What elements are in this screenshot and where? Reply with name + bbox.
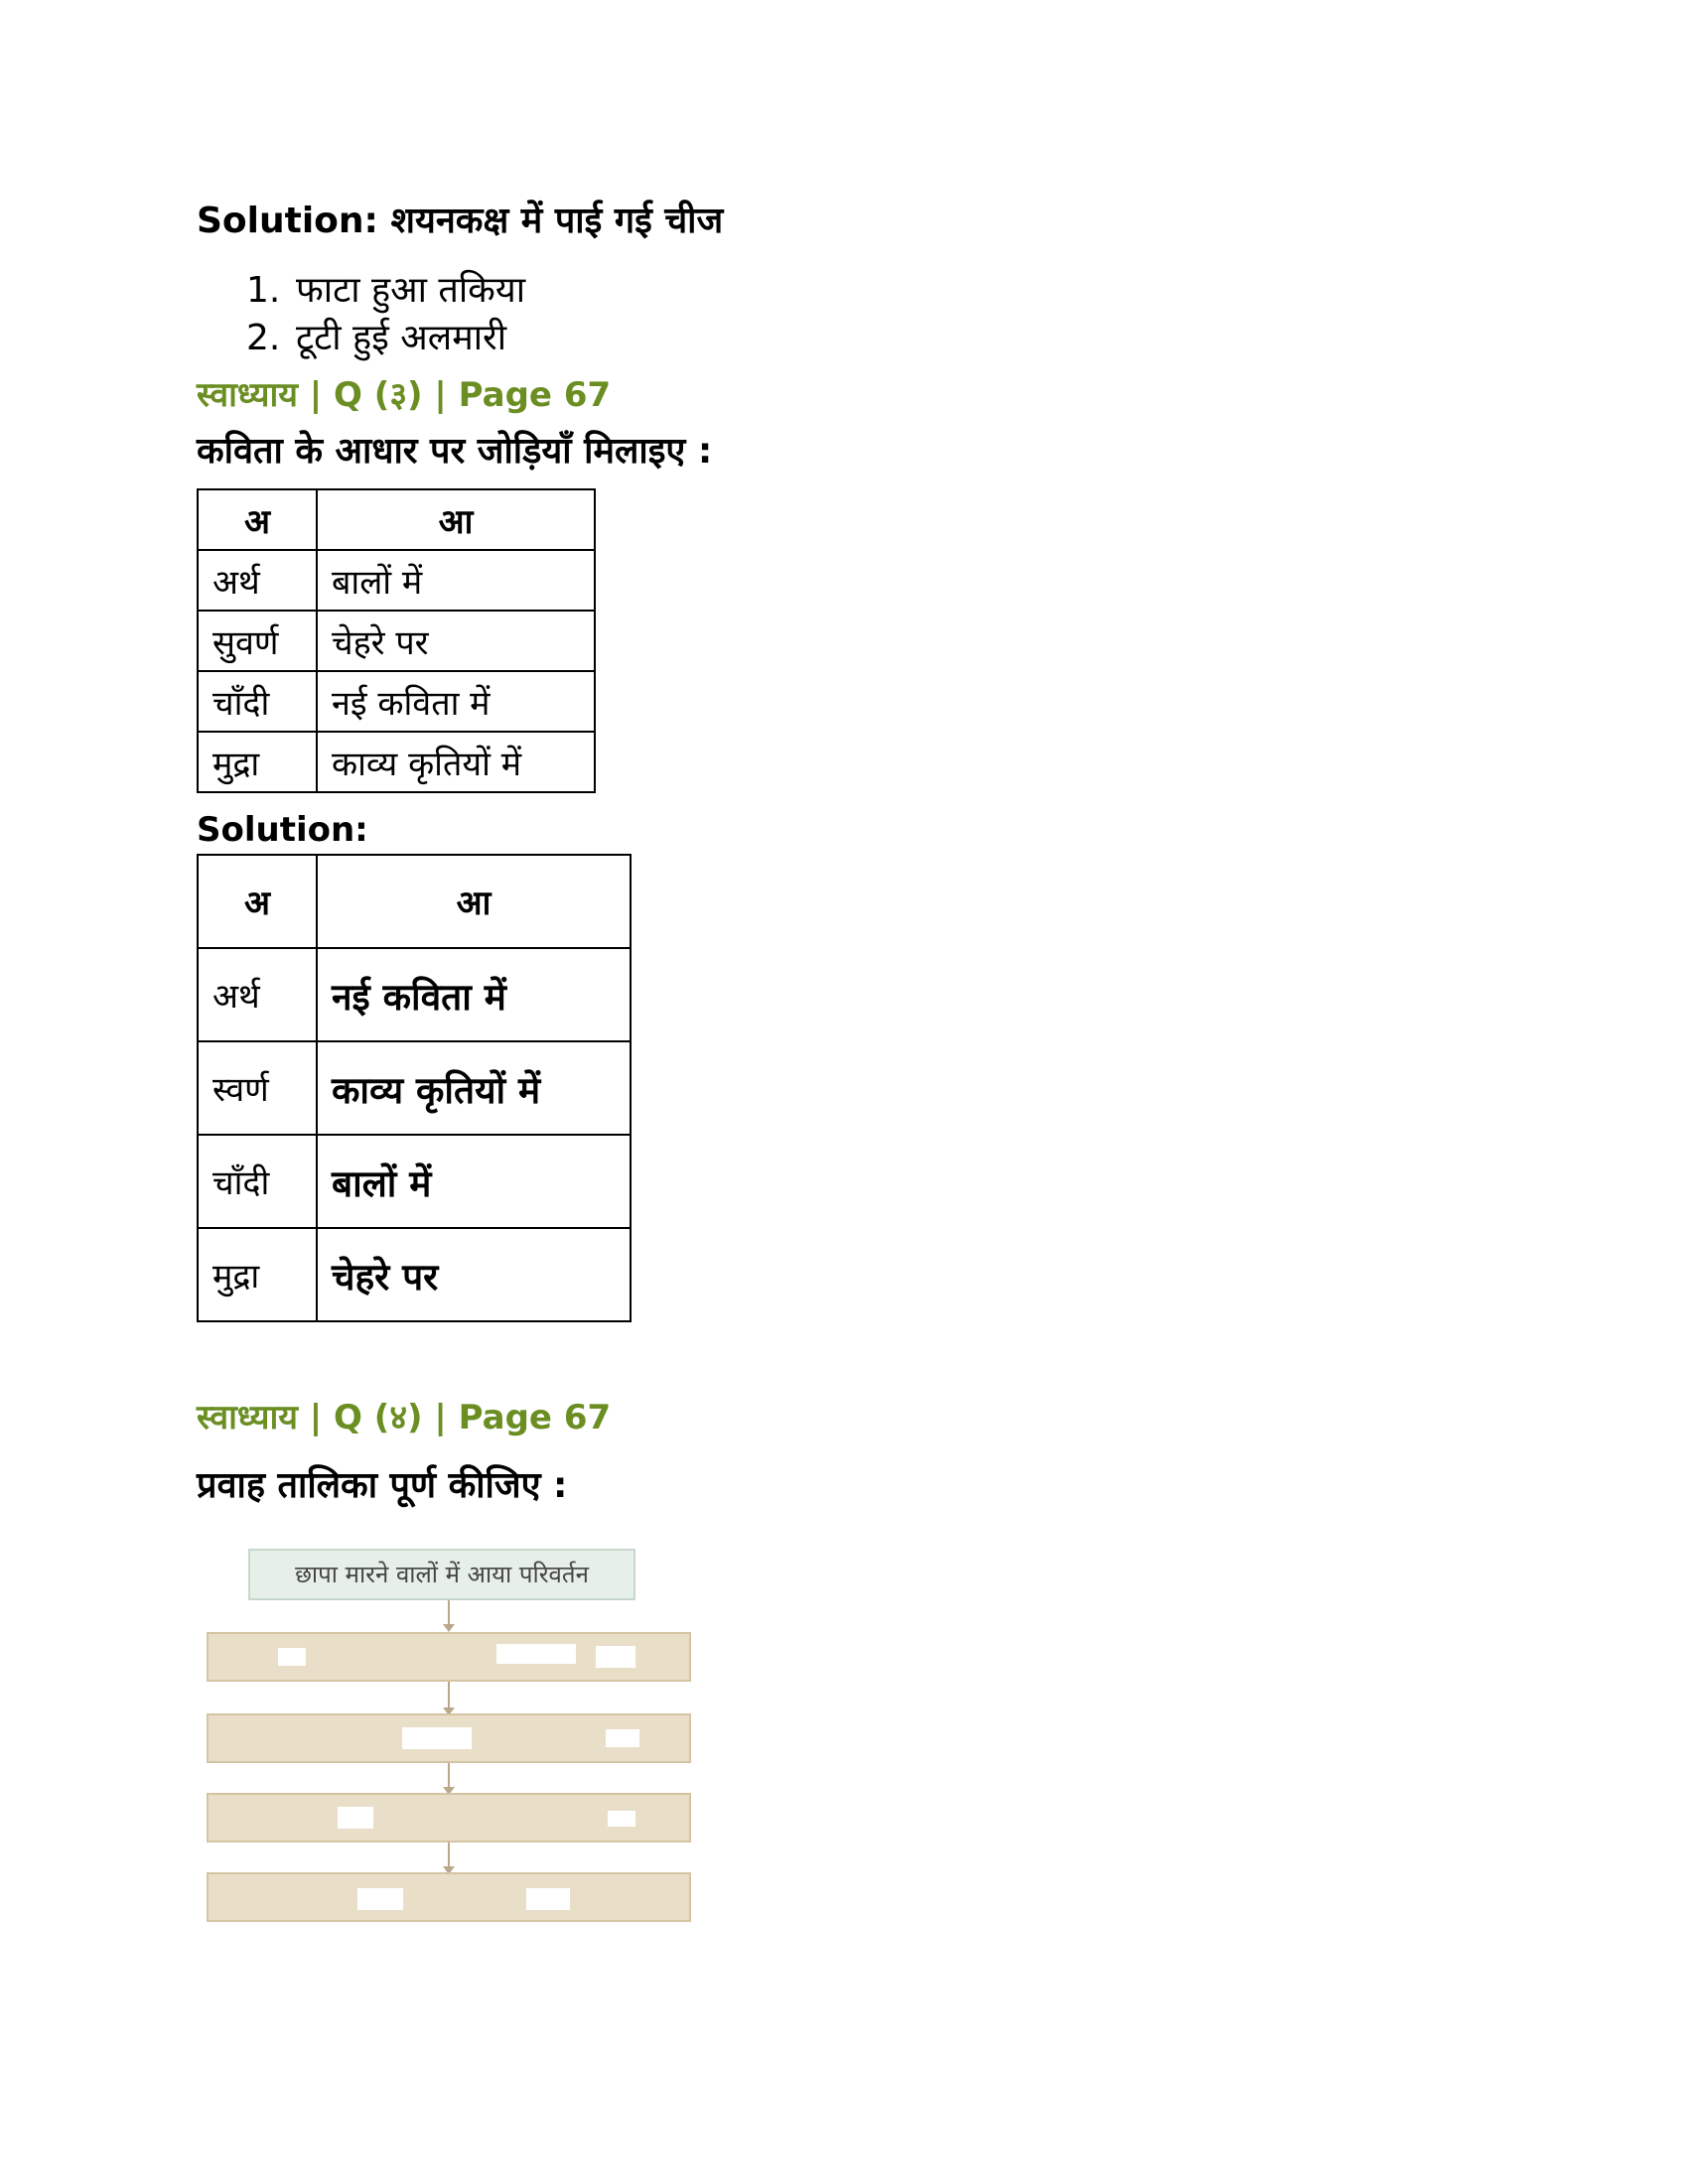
list-text: टूटी हुई अलमारी xyxy=(296,318,507,358)
flow-box-2 xyxy=(207,1713,691,1763)
table-cell: चाँदी xyxy=(198,671,317,732)
flow-box-3 xyxy=(207,1793,691,1843)
table-row xyxy=(198,1135,631,1228)
table-header-row xyxy=(198,489,595,550)
table-cell: स्वर्ण xyxy=(198,1041,317,1135)
table-cell: सुवर्ण xyxy=(198,611,317,671)
table-cell: चेहरे पर xyxy=(317,611,595,671)
question-text: प्रवाह तालिका पूर्ण कीजिए : xyxy=(197,1465,568,1506)
blank-space xyxy=(338,1807,373,1829)
question-reference: स्वाध्याय | Q (४) | Page 67 xyxy=(197,1398,612,1437)
table-cell: बालों में xyxy=(317,550,595,611)
arrow-head-icon xyxy=(443,1624,455,1632)
question-reference: स्वाध्याय | Q (३) | Page 67 xyxy=(197,375,612,415)
list-text: फाटा हुआ तकिया xyxy=(296,270,526,311)
flow-arrow xyxy=(448,1843,450,1868)
flow-arrow xyxy=(448,1682,450,1709)
table-cell: चाँदी xyxy=(198,1135,317,1228)
match-table xyxy=(197,488,596,793)
answer-cell: बालों में xyxy=(317,1135,631,1228)
blank-space xyxy=(357,1888,403,1910)
flow-box-1 xyxy=(207,1632,691,1682)
blank-space xyxy=(608,1811,635,1827)
table-row xyxy=(198,550,595,611)
table-row xyxy=(198,611,595,671)
blank-space xyxy=(526,1888,570,1910)
table-cell: काव्य कृतियों में xyxy=(317,732,595,792)
table-row xyxy=(198,1228,631,1321)
question-text: कविता के आधार पर जोड़ियाँ मिलाइए : xyxy=(197,431,713,472)
table-cell: अर्थ xyxy=(198,550,317,611)
table-cell: मुद्रा xyxy=(198,732,317,792)
table-row xyxy=(198,1041,631,1135)
list-item xyxy=(246,264,525,313)
table-row xyxy=(198,948,631,1041)
table-header-row xyxy=(198,855,631,948)
flow-arrow xyxy=(448,1763,450,1789)
blank-space xyxy=(496,1644,576,1664)
flow-arrow xyxy=(448,1600,450,1626)
flowchart-title: छापा मारने वालों में आया परिवर्तन xyxy=(248,1549,635,1600)
table-cell: मुद्रा xyxy=(198,1228,317,1321)
flow-box-4 xyxy=(207,1872,691,1922)
solution-label: Solution: xyxy=(197,810,368,850)
blank-space xyxy=(596,1646,635,1668)
answer-cell: काव्य कृतियों में xyxy=(317,1041,631,1135)
answer-cell: चेहरे पर xyxy=(317,1228,631,1321)
blank-space xyxy=(606,1729,639,1747)
list-item xyxy=(246,312,506,360)
blank-space xyxy=(278,1648,306,1666)
table-cell: नई कविता में xyxy=(317,671,595,732)
blank-space xyxy=(402,1727,472,1749)
list-number: 1. xyxy=(246,270,281,311)
solution-heading: Solution: शयनकक्ष में पाई गई चीज xyxy=(197,201,724,241)
header-cell: आ xyxy=(317,855,631,948)
header-cell: अ xyxy=(198,489,317,550)
table-cell: अर्थ xyxy=(198,948,317,1041)
solution-table xyxy=(197,854,632,1322)
answer-cell: नई कविता में xyxy=(317,948,631,1041)
header-cell: अ xyxy=(198,855,317,948)
header-cell: आ xyxy=(317,489,595,550)
list-number: 2. xyxy=(246,318,281,358)
table-row xyxy=(198,732,595,792)
table-row xyxy=(198,671,595,732)
